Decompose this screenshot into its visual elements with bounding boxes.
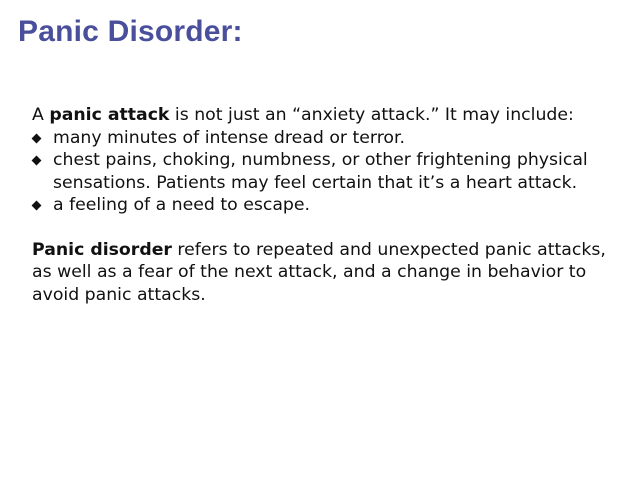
symptom-list xyxy=(32,127,612,217)
slide-body xyxy=(32,104,612,306)
panic-disorder-term: Panic disorder xyxy=(32,239,172,260)
square-bullet-icon xyxy=(32,156,42,166)
slide-title: Panic Disorder: xyxy=(18,15,243,48)
list-item-text: a feeling of a need to escape. xyxy=(53,195,311,215)
list-item xyxy=(32,194,612,217)
intro-suffix: is not just an “anxiety attack.” It may include: xyxy=(169,105,574,125)
square-bullet-icon xyxy=(32,201,42,211)
panic-attack-term: panic attack xyxy=(49,105,170,125)
list-item xyxy=(32,149,612,194)
intro-paragraph xyxy=(32,104,612,127)
list-item-text: many minutes of intense dread or terror. xyxy=(53,127,406,148)
square-bullet-icon xyxy=(32,133,42,143)
definition-text: refers to repeated and unexpected panic attacks, as well as a fear of the next attack, and a change in behavior to avoid panic attacks. xyxy=(32,239,606,305)
definition-paragraph xyxy=(32,239,612,307)
intro-prefix: A xyxy=(32,105,50,125)
list-item-text: chest pains, choking, numbness, or other frightening physical sensations. Patients may feel certain that it’s a heart attack. xyxy=(53,150,588,193)
list-item xyxy=(32,127,612,150)
spacer xyxy=(32,217,612,239)
